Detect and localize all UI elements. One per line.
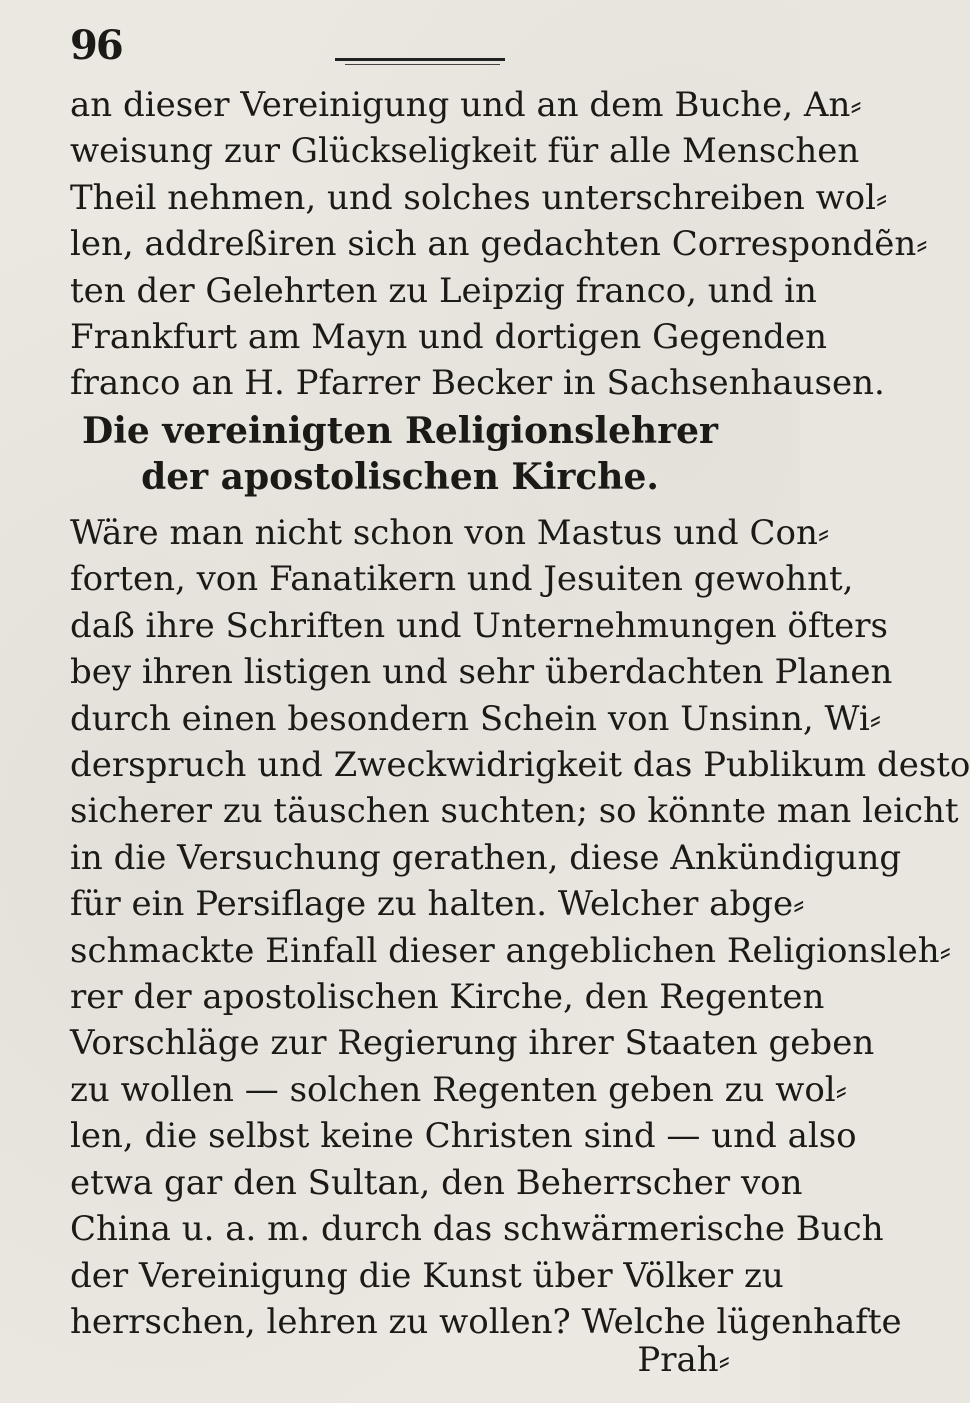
text-line: len, addreßiren sich an gedachten Correspondẽn⸗ <box>70 224 928 265</box>
text-line: Vorschläge zur Regierung ihrer Staaten geben <box>70 1023 875 1064</box>
text-line: franco an H. Pfarrer Becker in Sachsenhausen. <box>70 363 885 404</box>
text-line: etwa gar den Sultan, den Beherrscher von <box>70 1162 803 1203</box>
text-line: China u. a. m. durch das schwärmerische Buch <box>70 1209 884 1250</box>
text-line: forten, von Fanatikern und Jesuiten gewohnt, <box>70 559 854 600</box>
text-line: Wäre man nicht schon von Mastus und Con⸗ <box>70 513 830 553</box>
text-line: ten der Gelehrten zu Leipzig franco, und in <box>70 270 817 311</box>
text-line: zu wollen — solchen Regenten geben zu wol⸗ <box>70 1069 847 1110</box>
text-line: der Vereinigung die Kunst über Völker zu <box>70 1255 784 1296</box>
header-rule-thin <box>345 64 500 65</box>
text-line: schmackte Einfall dieser angeblichen Religionsleh⸗ <box>70 930 951 971</box>
text-line: in die Versuchung gerathen, diese Ankündigung <box>70 837 902 878</box>
text-line: derspruch und Zweckwidrigkeit das Publikum desto <box>70 745 970 786</box>
paragraph-2 <box>70 510 970 1345</box>
text-line: bey ihren listigen und sehr überdachten Planen <box>70 652 893 693</box>
text-line: sicherer zu täuschen suchten; so könnte man leicht <box>70 791 959 832</box>
text-line: Theil nehmen, und solches unterschreiben wol⸗ <box>70 177 888 218</box>
text-line: an dieser Vereinigung und an dem Buche, An⸗ <box>70 85 862 125</box>
paragraph-1 <box>70 82 928 407</box>
text-line: len, die selbst keine Christen sind — und also <box>70 1116 857 1157</box>
text-line: Frankfurt am Mayn und dortigen Gegenden <box>70 317 827 358</box>
text-line: daß ihre Schriften und Unternehmungen öfters <box>70 605 888 646</box>
page-number: 96 <box>70 22 122 69</box>
text-line: weisung zur Glückseligkeit für alle Menschen <box>70 131 860 172</box>
text-line: rer der apostolischen Kirche, den Regenten <box>70 977 825 1018</box>
text-line: durch einen besondern Schein von Unsinn, Wi⸗ <box>70 698 882 739</box>
header-rule <box>335 58 505 61</box>
heading-line: Die vereinigten Religionslehrer <box>81 410 719 452</box>
text-line: herrschen, lehren zu wollen? Welche lügenhafte <box>70 1301 902 1342</box>
text-line: für ein Persiflage zu halten. Welcher abge⸗ <box>70 884 805 925</box>
heading-line: der apostolischen Kirche. <box>141 456 659 498</box>
section-heading <box>70 408 730 500</box>
catchword: Prah⸗ <box>637 1340 730 1380</box>
